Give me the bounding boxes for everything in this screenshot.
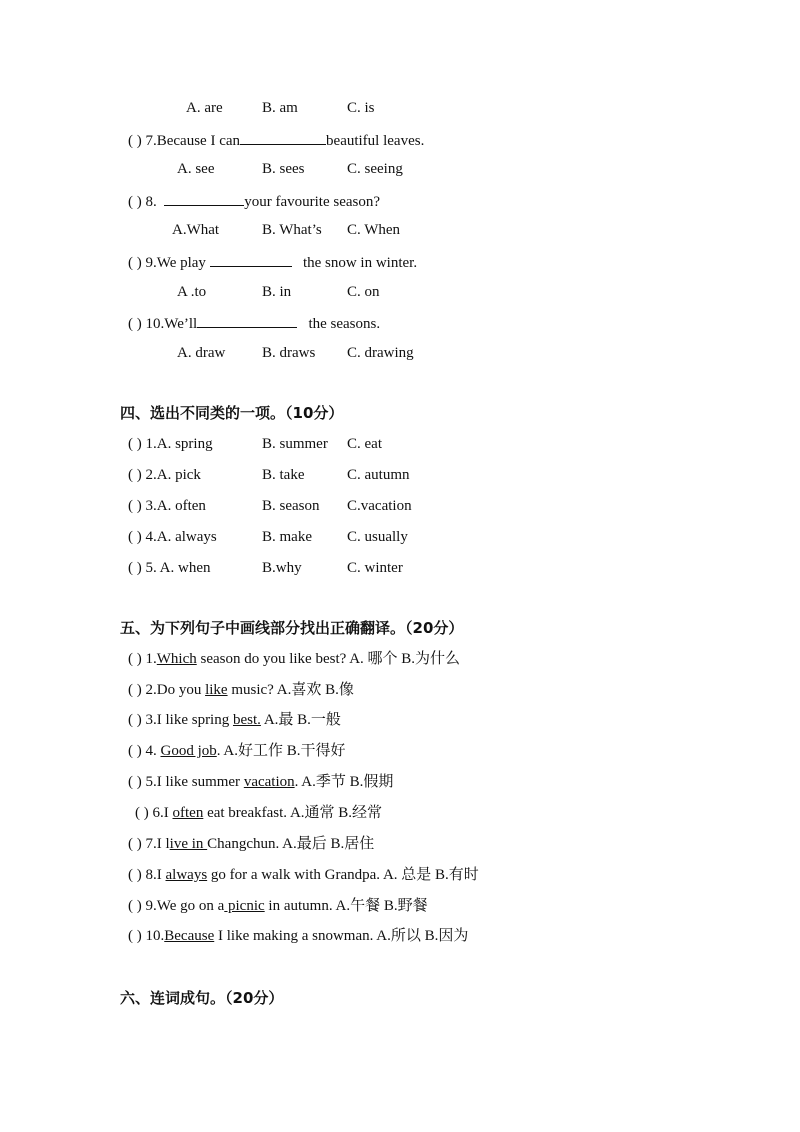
p4-q1-a: ( ) 1.A. spring <box>128 436 213 452</box>
p4-q3-c: C.vacation <box>347 498 412 514</box>
q9-option-a: A .to <box>177 284 207 300</box>
q9-option-c: C. on <box>347 284 380 300</box>
q8-prefix: ( ) 8. <box>128 194 157 210</box>
q9-prefix: ( ) 9.We play <box>128 255 206 271</box>
p5-q5-underlined: vacation <box>243 774 295 790</box>
p5-q3 <box>128 710 341 730</box>
p4-q2-c: C. autumn <box>347 467 410 483</box>
q8-option-a: A.What <box>172 222 220 238</box>
p5-q6-underlined: often <box>172 805 204 821</box>
p4-q1-b: B. summer <box>262 436 328 452</box>
p5-q1-post: season do you like best? A. 哪个 B.为什么 <box>196 651 461 667</box>
p5-q1 <box>128 649 460 669</box>
p5-q6-post: eat breakfast. A.通常 B.经常 <box>203 805 383 821</box>
q10-option-b: B. draws <box>262 345 316 361</box>
p5-q8-underlined: always <box>165 867 208 883</box>
p4-q4-c: C. usually <box>347 529 408 545</box>
p5-q6 <box>135 803 382 823</box>
p5-q9-post: in autumn. A.午餐 B.野餐 <box>264 898 428 914</box>
q8-option-b: B. What’s <box>262 222 322 238</box>
q10-option-c: C. drawing <box>347 345 414 361</box>
q10-prefix: ( ) 10.We’ll <box>128 316 198 332</box>
p5-q4 <box>128 741 346 761</box>
q8-stem <box>128 190 380 212</box>
p5-q5 <box>128 772 393 792</box>
p5-q1-underlined: Which <box>156 651 197 667</box>
p4-q5-b: B.why <box>262 560 302 576</box>
p4-q3-b: B. season <box>262 498 320 514</box>
p5-q3-pre: ( ) 3.I like spring <box>128 712 233 728</box>
p5-q9-underlined: picnic <box>224 898 265 914</box>
p5-q2-pre: ( ) 2.Do you <box>128 682 206 698</box>
part6-heading: 六、连词成句。（20分） <box>120 989 284 1007</box>
p5-q5-post: . A.季节 B.假期 <box>294 774 394 790</box>
q8-option-c: C. When <box>347 222 401 238</box>
p5-q10-post: I like making a snowman. A.所以 B.因为 <box>214 928 469 944</box>
p4-q4-a: ( ) 4.A. always <box>128 529 217 545</box>
q10-stem <box>128 312 380 334</box>
q7-option-c: C. seeing <box>347 161 403 177</box>
p5-q4-post: . A.好工作 B.干得好 <box>216 743 346 759</box>
q10-option-a: A. draw <box>177 345 226 361</box>
q7-option-b: B. sees <box>262 161 305 177</box>
p4-q3-a: ( ) 3.A. often <box>128 498 206 514</box>
p5-q2-underlined: like <box>205 682 228 698</box>
q7-stem <box>128 129 424 151</box>
p5-q4-underlined: Good job <box>160 743 217 759</box>
q6-option-b: B. am <box>262 100 298 116</box>
q10-suffix: the seasons. <box>308 316 381 332</box>
p4-q2-b: B. take <box>262 467 305 483</box>
p5-q10-underlined: Because <box>164 928 215 944</box>
p5-q7-pre: ( ) 7.I l <box>128 836 170 852</box>
p5-q2-post: music? A.喜欢 B.像 <box>227 682 354 698</box>
q7-prefix: ( ) 7.Because I can <box>128 133 241 149</box>
q9-stem <box>128 251 417 273</box>
p5-q6-pre: ( ) 6.I <box>135 805 173 821</box>
p4-q2-a: ( ) 2.A. pick <box>128 467 201 483</box>
p5-q3-underlined: best. <box>232 712 261 728</box>
q10-blank <box>197 312 297 328</box>
p5-q4-pre: ( ) 4. <box>128 743 161 759</box>
p5-q9-pre: ( ) 9.We go on a <box>128 898 225 914</box>
q7-option-a: A. see <box>177 161 215 177</box>
p4-q1-c: C. eat <box>347 436 382 452</box>
p5-q10-pre: ( ) 10. <box>128 928 165 944</box>
p4-q5-c: C. winter <box>347 560 403 576</box>
q9-blank <box>210 251 292 267</box>
q6-option-c: C. is <box>347 100 375 116</box>
p5-q1-pre: ( ) 1. <box>128 651 157 667</box>
p5-q7-post: Changchun. A.最后 B.居住 <box>207 836 375 852</box>
q6-option-a: A. are <box>186 100 223 116</box>
p5-q8-pre: ( ) 8.I <box>128 867 166 883</box>
p5-q7 <box>128 834 374 854</box>
p5-q2 <box>128 680 354 700</box>
p5-q8-post: go for a walk with Grandpa. A. 总是 B.有时 <box>207 867 479 883</box>
part4-heading: 四、选出不同类的一项。（10分） <box>120 404 344 422</box>
p5-q8 <box>128 865 479 885</box>
q7-blank <box>240 129 326 145</box>
p5-q9 <box>128 896 428 916</box>
p4-q5-a: ( ) 5. A. when <box>128 560 211 576</box>
q7-suffix: beautiful leaves. <box>326 133 425 149</box>
p5-q5-pre: ( ) 5.I like summer <box>128 774 244 790</box>
q8-suffix: your favourite season? <box>244 194 381 210</box>
part5-heading: 五、为下列句子中画线部分找出正确翻译。（20分） <box>120 619 464 637</box>
p5-q3-post: A.最 B.一般 <box>260 712 341 728</box>
q9-option-b: B. in <box>262 284 292 300</box>
q8-blank <box>164 190 244 206</box>
p4-q4-b: B. make <box>262 529 312 545</box>
p5-q10 <box>128 926 468 946</box>
q9-suffix: the snow in winter. <box>302 255 418 271</box>
p5-q7-underlined: ive in <box>169 836 208 852</box>
